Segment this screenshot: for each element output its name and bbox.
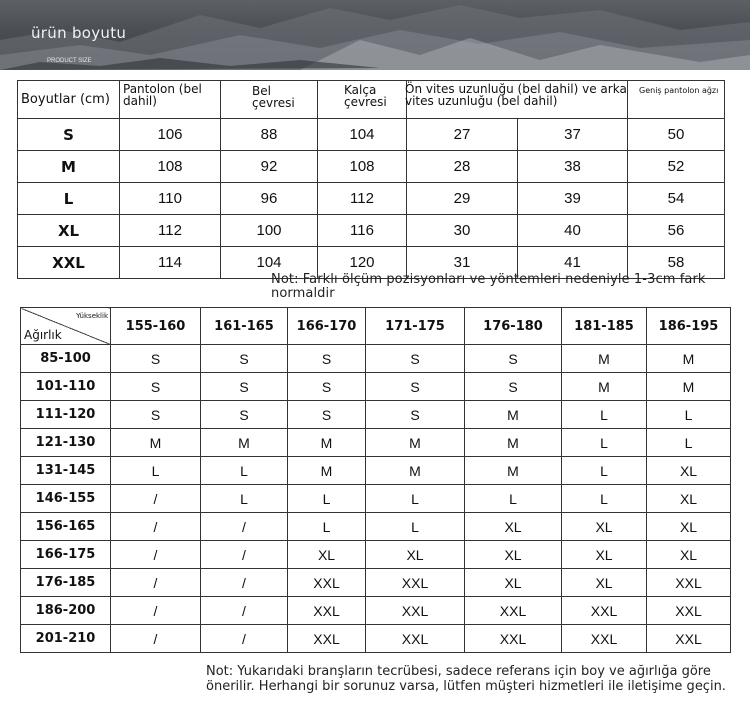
height-header: 181-185 — [562, 308, 647, 345]
table-cell: 100 — [221, 215, 318, 247]
size-recommendation-cell: S — [366, 401, 465, 429]
size-recommendation-cell: / — [201, 597, 288, 625]
size-recommendation-cell: XL — [465, 513, 562, 541]
weight-cell: 146-155 — [21, 485, 111, 513]
table-cell: 50 — [628, 119, 725, 151]
height-header: 155-160 — [111, 308, 201, 345]
table-cell: 92 — [221, 151, 318, 183]
table-cell: 108 — [120, 151, 221, 183]
table-row — [21, 513, 731, 541]
table-cell: 30 — [407, 215, 518, 247]
size-recommendation-cell: L — [111, 457, 201, 485]
size-recommendation-cell: S — [111, 401, 201, 429]
weight-cell: 176-185 — [21, 569, 111, 597]
size-recommendation-cell: XL — [562, 513, 647, 541]
table-cell: 88 — [221, 119, 318, 151]
table-row — [21, 373, 731, 401]
table-row — [21, 597, 731, 625]
table-cell: 58 — [628, 247, 725, 279]
table-cell: 104 — [221, 247, 318, 279]
table-cell: 40 — [518, 215, 628, 247]
size-recommendation-cell: / — [201, 625, 288, 653]
size-recommendation-cell: M — [201, 429, 288, 457]
size-recommendation-cell: / — [111, 541, 201, 569]
size-recommendation-cell: M — [647, 345, 731, 373]
table-row — [21, 345, 731, 373]
size-table-header — [407, 81, 628, 119]
size-cell: L — [18, 183, 120, 215]
size-recommendation-cell: L — [366, 485, 465, 513]
size-recommendation-cell: / — [201, 513, 288, 541]
size-recommendation-cell: M — [366, 429, 465, 457]
banner-subtitle: PRODUCT SIZE — [47, 58, 92, 64]
table-row — [21, 625, 731, 653]
size-cell: XXL — [18, 247, 120, 279]
size-recommendation-cell: L — [562, 401, 647, 429]
height-header: 171-175 — [366, 308, 465, 345]
size-recommendation-cell: S — [111, 373, 201, 401]
size-recommendation-cell: XXL — [465, 625, 562, 653]
size-recommendation-cell: S — [288, 345, 366, 373]
size-recommendation-cell: M — [562, 373, 647, 401]
size-recommendation-cell: / — [111, 625, 201, 653]
table-row — [21, 569, 731, 597]
weight-cell: 156-165 — [21, 513, 111, 541]
table-cell: 29 — [407, 183, 518, 215]
size-measurement-table — [17, 80, 725, 279]
size-table-header-row — [18, 81, 725, 119]
size-recommendation-cell: L — [201, 485, 288, 513]
size-table-header: Boyutlar (cm) — [18, 81, 120, 119]
weight-cell: 166-175 — [21, 541, 111, 569]
size-cell: M — [18, 151, 120, 183]
size-recommendation-cell: / — [111, 485, 201, 513]
size-recommendation-cell: M — [288, 429, 366, 457]
weight-cell: 111-120 — [21, 401, 111, 429]
size-recommendation-cell: S — [465, 373, 562, 401]
table-cell: 52 — [628, 151, 725, 183]
size-recommendation-cell: S — [465, 345, 562, 373]
size-recommendation-cell: L — [288, 513, 366, 541]
size-recommendation-cell: S — [366, 345, 465, 373]
table-cell: 110 — [120, 183, 221, 215]
header-banner — [0, 0, 750, 70]
size-recommendation-cell: S — [201, 345, 288, 373]
table-cell: 114 — [120, 247, 221, 279]
size-recommendation-cell: L — [366, 513, 465, 541]
size-recommendation-cell: L — [562, 485, 647, 513]
size-recommendation-cell: M — [111, 429, 201, 457]
size-recommendation-cell: / — [111, 597, 201, 625]
size-recommendation-cell: M — [465, 457, 562, 485]
table-cell: 116 — [318, 215, 407, 247]
table-row — [18, 215, 725, 247]
table-row — [21, 485, 731, 513]
size-recommendation-cell: XXL — [288, 597, 366, 625]
size-recommendation-cell: S — [288, 401, 366, 429]
size-recommendation-cell: / — [201, 541, 288, 569]
size-recommendation-cell: XXL — [366, 597, 465, 625]
recommendation-note: Not: Yukarıdaki branşların tecrübesi, sadece referans için boy ve ağırlığa göre önerilir. Herhangi bir sorunuz varsa, lütfen müşteri hizmetleri ile iletişime geçin. — [206, 664, 726, 694]
height-header: 161-165 — [201, 308, 288, 345]
size-recommendation-cell: XXL — [562, 597, 647, 625]
weight-cell: 201-210 — [21, 625, 111, 653]
size-recommendation-cell: L — [201, 457, 288, 485]
size-recommendation-cell: M — [366, 457, 465, 485]
size-cell: S — [18, 119, 120, 151]
table-cell: 31 — [407, 247, 518, 279]
size-recommendation-cell: XL — [647, 457, 731, 485]
size-recommendation-cell: S — [366, 373, 465, 401]
weight-cell: 85-100 — [21, 345, 111, 373]
size-recommendation-cell: XXL — [647, 625, 731, 653]
size-recommendation-cell: M — [562, 345, 647, 373]
table-cell: 120 — [318, 247, 407, 279]
table-cell: 54 — [628, 183, 725, 215]
size-table-header: Bel çevresi — [221, 81, 318, 119]
size-recommendation-cell: M — [465, 401, 562, 429]
weight-cell: 131-145 — [21, 457, 111, 485]
size-recommendation-cell: / — [111, 513, 201, 541]
size-recommendation-cell: M — [465, 429, 562, 457]
table-row — [18, 183, 725, 215]
size-table-header: Pantolon (bel dahil) — [120, 81, 221, 119]
weight-cell: 186-200 — [21, 597, 111, 625]
table-cell: 39 — [518, 183, 628, 215]
table-cell: 106 — [120, 119, 221, 151]
size-recommendation-cell: XL — [647, 541, 731, 569]
size-recommendation-cell: S — [111, 345, 201, 373]
size-recommendation-cell: XL — [465, 569, 562, 597]
table-cell: 108 — [318, 151, 407, 183]
size-recommendation-cell: XXL — [647, 597, 731, 625]
size-table-header: Geniş pantolon ağzı — [628, 81, 725, 119]
size-table-header: Kalça çevresi — [318, 81, 407, 119]
table-cell: 112 — [318, 183, 407, 215]
size-recommendation-cell: XXL — [288, 569, 366, 597]
height-header-row — [21, 308, 731, 345]
size-recommendation-cell: XL — [465, 541, 562, 569]
table-cell: 56 — [628, 215, 725, 247]
recommendation-rows — [21, 345, 731, 653]
table-row — [18, 119, 725, 151]
table-cell: 38 — [518, 151, 628, 183]
size-recommendation-cell: L — [562, 429, 647, 457]
weight-axis-label: Ağırlık — [24, 328, 62, 342]
table-cell: 112 — [120, 215, 221, 247]
table-row — [21, 541, 731, 569]
size-recommendation-cell: XL — [562, 541, 647, 569]
size-recommendation-cell: XXL — [465, 597, 562, 625]
size-recommendation-cell: / — [111, 569, 201, 597]
size-cell: XL — [18, 215, 120, 247]
table-cell: 28 — [407, 151, 518, 183]
table-cell: 96 — [221, 183, 318, 215]
weight-cell: 101-110 — [21, 373, 111, 401]
size-recommendation-cell: XXL — [366, 569, 465, 597]
size-recommendation-cell: XXL — [647, 569, 731, 597]
size-recommendation-cell: L — [647, 401, 731, 429]
size-recommendation-cell: S — [288, 373, 366, 401]
size-recommendation-cell: L — [562, 457, 647, 485]
size-recommendation-cell: L — [465, 485, 562, 513]
table-row — [18, 151, 725, 183]
size-table-header-text: Ön vites uzunluğu (bel dahil) ve arka vites uzunluğu (bel dahil) — [405, 82, 627, 108]
size-recommendation-cell: XL — [366, 541, 465, 569]
size-recommendation-cell: L — [647, 429, 731, 457]
table-cell: 37 — [518, 119, 628, 151]
size-recommendation-cell: M — [288, 457, 366, 485]
size-recommendation-cell: XXL — [366, 625, 465, 653]
height-axis-label: Yükseklik — [76, 312, 108, 320]
size-recommendation-cell: XL — [288, 541, 366, 569]
size-recommendation-cell: XXL — [288, 625, 366, 653]
height-header: 186-195 — [647, 308, 731, 345]
size-recommendation-cell: XXL — [562, 625, 647, 653]
size-recommendation-cell: S — [201, 373, 288, 401]
size-recommendation-cell: M — [647, 373, 731, 401]
size-recommendation-cell: / — [201, 569, 288, 597]
size-recommendation-table — [20, 307, 731, 653]
table-cell: 41 — [518, 247, 628, 279]
size-recommendation-cell: XL — [647, 485, 731, 513]
table-cell: 104 — [318, 119, 407, 151]
table-cell: 27 — [407, 119, 518, 151]
size-recommendation-cell: XL — [562, 569, 647, 597]
table-row — [21, 401, 731, 429]
table-row — [21, 457, 731, 485]
weight-height-corner-cell — [21, 308, 111, 345]
measurement-note: Not: Farklı ölçüm pozisyonları ve yöntemleri nedeniyle 1-3cm fark normaldir — [271, 272, 706, 301]
size-recommendation-cell: XL — [647, 513, 731, 541]
size-recommendation-cell: L — [288, 485, 366, 513]
height-header: 166-170 — [288, 308, 366, 345]
height-header: 176-180 — [465, 308, 562, 345]
size-recommendation-cell: S — [201, 401, 288, 429]
weight-cell: 121-130 — [21, 429, 111, 457]
banner-title: ürün boyutu — [31, 24, 127, 42]
table-row — [21, 429, 731, 457]
